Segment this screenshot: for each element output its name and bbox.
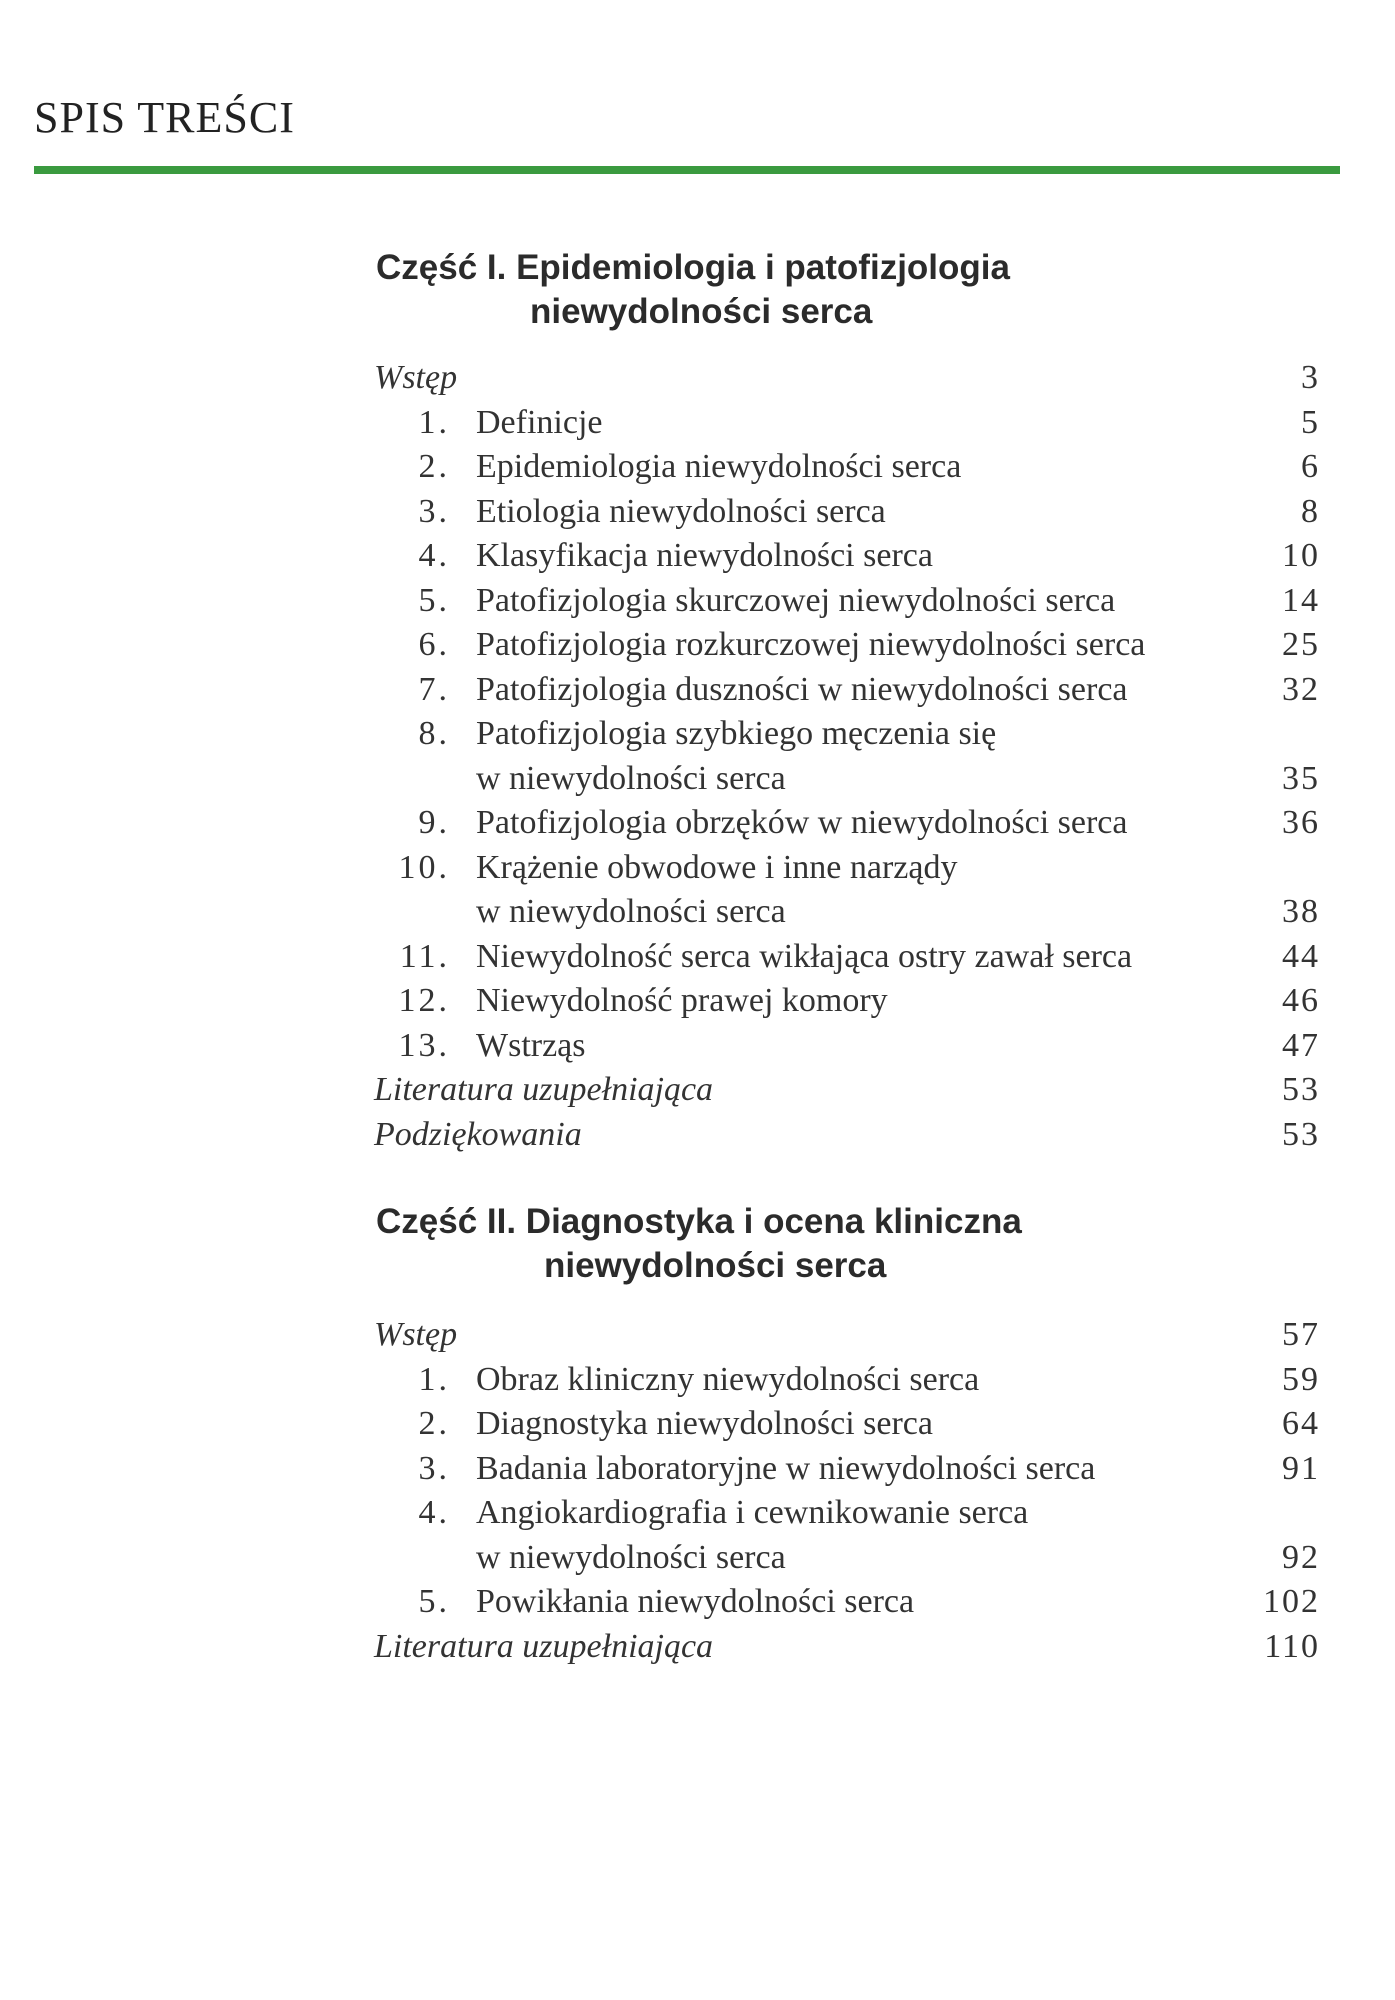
- toc-entry-page: 25: [1282, 626, 1320, 663]
- part-1-heading-line1: Część I. Epidemiologia i patofizjologia: [376, 248, 1010, 287]
- toc-entry-page: 14: [1282, 581, 1320, 619]
- toc-entry: [374, 1313, 1320, 1358]
- toc-entry-page: 10: [1282, 537, 1320, 574]
- toc-entry-title: Patofizjologia szybkiego męczenia się: [476, 715, 997, 752]
- toc-entry: [374, 757, 1320, 802]
- toc-entry: [374, 1068, 1320, 1113]
- toc-entry: [374, 890, 1320, 935]
- toc-entry-number: 1.: [418, 1360, 450, 1398]
- toc-entry: [374, 668, 1320, 713]
- toc-entry: [374, 1402, 1320, 1447]
- toc-entry-page: 64: [1282, 1405, 1320, 1442]
- toc-entry-number: 4.: [418, 1494, 450, 1531]
- toc-entry-page: 38: [1282, 893, 1320, 930]
- toc-entry-page: 35: [1282, 759, 1320, 797]
- toc-entry-page: 59: [1282, 1360, 1320, 1398]
- toc-entry-title: Klasyfikacja niewydolności serca: [476, 537, 933, 574]
- toc-entry-title: Powikłania niewydolności serca: [476, 1583, 915, 1620]
- toc-entry: [374, 1491, 1320, 1536]
- toc-entry: [374, 846, 1320, 891]
- part-2-heading: [376, 1200, 1276, 1288]
- toc-entry: [374, 490, 1320, 535]
- toc-entry-page: 46: [1282, 982, 1320, 1019]
- toc-entry-page: 102: [1263, 1583, 1320, 1620]
- toc-entry-title: Patofizjologia duszności w niewydolności serca: [476, 670, 1128, 708]
- toc-entry-title: Angiokardiografia i cewnikowanie serca: [476, 1494, 1029, 1531]
- toc-entry-number: 3.: [418, 492, 450, 530]
- toc-entry-number: 1.: [418, 403, 450, 441]
- toc-entry-number: 12.: [398, 982, 450, 1019]
- toc-entry: [374, 1580, 1320, 1625]
- toc-entry-title: Literatura uzupełniająca: [374, 1071, 714, 1108]
- toc-entry-page: 8: [1301, 492, 1320, 530]
- toc-entry: [374, 801, 1320, 846]
- toc-entry: [374, 356, 1320, 401]
- toc-entry-title: Patofizjologia rozkurczowej niewydolności serca: [476, 626, 1146, 663]
- toc-entry-page: 47: [1282, 1026, 1320, 1064]
- toc-entry-page: 57: [1282, 1316, 1320, 1353]
- toc-entry: [374, 445, 1320, 490]
- toc-entry-title: Wstęp: [374, 1316, 458, 1353]
- toc-entry: [374, 623, 1320, 668]
- toc-entry-title: Niewydolność prawej komory: [476, 982, 888, 1019]
- toc-entry-number: 2.: [418, 448, 450, 485]
- toc-entry: [374, 1536, 1320, 1581]
- toc-entry-title: Definicje: [476, 403, 603, 441]
- toc-entry: [374, 979, 1320, 1024]
- toc-entry-number: 13.: [398, 1026, 450, 1064]
- toc-entry-title: w niewydolności serca: [476, 1538, 786, 1576]
- toc-entry-title: Wstęp: [374, 359, 458, 396]
- page-header-title: SPIS TREŚCI: [34, 93, 295, 142]
- part-2-toc-list: [374, 1313, 1320, 1669]
- toc-entry-title: Obraz kliniczny niewydolności serca: [476, 1360, 980, 1398]
- toc-entry: [374, 401, 1320, 446]
- toc-entry-number: 6.: [418, 626, 450, 663]
- toc-entry-number: 7.: [418, 670, 450, 708]
- toc-entry-number: 9.: [418, 804, 450, 841]
- toc-entry-page: 6: [1301, 448, 1320, 485]
- toc-entry: [374, 1024, 1320, 1069]
- toc-entry-title: Wstrząs: [476, 1026, 586, 1064]
- toc-entry: [374, 534, 1320, 579]
- toc-entry-page: 3: [1301, 359, 1320, 396]
- toc-entry-page: 5: [1301, 403, 1320, 441]
- toc-entry: [374, 935, 1320, 980]
- toc-entry-page: 110: [1264, 1627, 1320, 1665]
- toc-entry-title: Patofizjologia skurczowej niewydolności serca: [476, 581, 1116, 619]
- part-2-heading-line1: Część II. Diagnostyka i ocena kliniczna: [376, 1202, 1022, 1241]
- toc-entry: [374, 1358, 1320, 1403]
- toc-entry: [374, 712, 1320, 757]
- toc-entry-page: 44: [1282, 937, 1320, 975]
- toc-entry-page: 53: [1282, 1071, 1320, 1108]
- toc-entry-page: 32: [1282, 670, 1320, 708]
- part-2-heading-line2: niewydolności serca: [544, 1246, 887, 1285]
- toc-entry: [374, 1447, 1320, 1492]
- toc-entry-number: 4.: [418, 537, 450, 574]
- toc-entry-number: 11.: [399, 937, 450, 975]
- header-rule: [34, 166, 1340, 174]
- part-1-heading: [376, 246, 1276, 334]
- toc-entry-title: Niewydolność serca wikłająca ostry zawał serca: [476, 937, 1133, 975]
- toc-entry-number: 3.: [418, 1449, 450, 1487]
- toc-entry-number: 2.: [418, 1405, 450, 1442]
- toc-entry-number: 10.: [398, 848, 450, 886]
- toc-entry-number: 5.: [418, 581, 450, 619]
- toc-entry-page: 92: [1282, 1538, 1320, 1576]
- part-1-toc-list: [374, 356, 1320, 1157]
- toc-entry-title: w niewydolności serca: [476, 759, 786, 797]
- toc-entry-page: 91: [1282, 1449, 1320, 1487]
- toc-entry: [374, 1113, 1320, 1158]
- toc-entry-title: Badania laboratoryjne w niewydolności serca: [476, 1449, 1096, 1487]
- toc-entry-title: Literatura uzupełniająca: [374, 1627, 714, 1665]
- toc-entry-page: 53: [1282, 1115, 1320, 1153]
- toc-entry: [374, 579, 1320, 624]
- toc-entry-title: w niewydolności serca: [476, 893, 786, 930]
- part-1-heading-line2: niewydolności serca: [530, 292, 873, 331]
- toc-entry-title: Diagnostyka niewydolności serca: [476, 1405, 933, 1442]
- toc-entry-page: 36: [1282, 804, 1320, 841]
- toc-entry-title: Podziękowania: [374, 1115, 582, 1153]
- toc-entry-title: Etiologia niewydolności serca: [476, 492, 886, 530]
- toc-entry-title: Krążenie obwodowe i inne narządy: [476, 848, 958, 886]
- toc-entry-number: 8.: [418, 715, 450, 752]
- toc-entry-number: 5.: [418, 1583, 450, 1620]
- toc-entry: [374, 1625, 1320, 1670]
- toc-entry-title: Epidemiologia niewydolności serca: [476, 448, 962, 485]
- toc-entry-title: Patofizjologia obrzęków w niewydolności serca: [476, 804, 1128, 841]
